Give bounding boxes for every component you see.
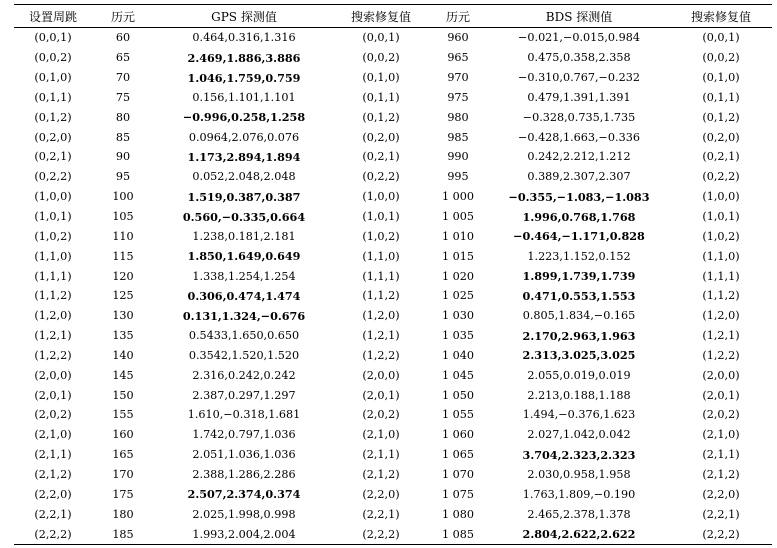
cell-bds-epoch: 1 045 [441,368,475,382]
cell-gps-fixed: (2,1,0) [362,428,400,442]
cell-bds-fixed: (2,1,1) [702,448,740,462]
cell-gps-epoch: 70 [115,71,131,85]
cell-gps-detected: −0.996,0.258,1.258 [182,110,306,125]
table-body [14,28,772,545]
table-row [14,68,772,88]
cell-gps-detected: 1.850,1.649,0.649 [187,249,301,264]
cell-gps-epoch: 150 [112,388,134,402]
cell-gps-detected: 1.742,0.797,1.036 [192,428,296,442]
cell-set-cycle-slip: (0,2,2) [34,170,72,184]
cell-bds-epoch: 980 [447,110,469,124]
cell-bds-epoch: 1 070 [441,467,475,481]
header-row [14,5,772,28]
cell-gps-epoch: 60 [115,31,131,45]
cell-gps-epoch: 75 [115,90,131,104]
cell-bds-detected: −0.355,−1.083,−1.083 [508,189,650,204]
cell-bds-fixed: (0,1,2) [702,110,740,124]
cell-gps-detected: 1.173,2.894,1.894 [187,149,301,164]
cell-gps-detected: 2.388,1.286,2.286 [192,467,296,481]
cell-gps-detected: 0.5433,1.650,0.650 [188,329,300,343]
cell-gps-epoch: 110 [112,229,134,243]
table-row [14,207,772,227]
cell-gps-epoch: 65 [115,51,131,65]
header-bds-detected: BDS 探测值 [545,9,613,24]
cell-bds-detected: 1.996,0.768,1.768 [522,209,636,224]
cell-bds-fixed: (1,2,1) [702,329,740,343]
cell-set-cycle-slip: (1,2,2) [34,348,72,362]
cell-gps-fixed: (2,1,1) [362,448,400,462]
cell-bds-epoch: 990 [447,150,469,164]
cell-set-cycle-slip: (0,1,0) [34,71,72,85]
table-row [14,187,772,207]
cell-bds-detected: 0.805,1.834,−0.165 [522,309,636,323]
cell-bds-detected: 1.899,1.739,1.739 [522,269,636,284]
cell-gps-fixed: (2,0,0) [362,368,400,382]
cell-gps-fixed: (1,1,1) [362,269,400,283]
cell-gps-detected: 1.338,1.254,1.254 [192,269,296,283]
table-row [14,147,772,167]
cell-gps-epoch: 155 [112,408,134,422]
table-row [14,226,772,246]
cell-bds-fixed: (1,2,2) [702,348,740,362]
cell-gps-detected: 1.519,0.387,0.387 [187,189,301,204]
cell-bds-epoch: 1 010 [441,229,475,243]
cell-bds-fixed: (1,1,2) [702,289,740,303]
cell-bds-detected: 2.055,0.019,0.019 [527,368,631,382]
cell-bds-fixed: (2,0,0) [702,368,740,382]
cell-bds-detected: 2.213,0.188,1.188 [527,388,631,402]
cell-set-cycle-slip: (0,0,1) [34,31,72,45]
cell-gps-epoch: 140 [112,348,134,362]
cell-gps-fixed: (2,2,0) [362,487,400,501]
cell-gps-fixed: (1,2,2) [362,348,400,362]
cell-bds-epoch: 1 085 [441,527,475,541]
cell-gps-fixed: (1,0,1) [362,210,400,224]
cell-bds-epoch: 1 020 [441,269,475,283]
table-row [14,286,772,306]
cell-bds-fixed: (1,0,1) [702,210,740,224]
cell-bds-fixed: (0,0,2) [702,51,740,65]
cell-bds-detected: −0.328,0.735,1.735 [522,110,636,124]
cell-set-cycle-slip: (2,0,0) [34,368,72,382]
cell-bds-detected: 2.313,3.025,3.025 [522,348,636,363]
cell-bds-epoch: 965 [447,51,469,65]
cell-gps-fixed: (2,0,1) [362,388,400,402]
cell-gps-fixed: (2,1,2) [362,467,400,481]
table-row [14,465,772,485]
cell-set-cycle-slip: (0,0,2) [34,51,72,65]
cell-set-cycle-slip: (1,2,0) [34,309,72,323]
cell-set-cycle-slip: (1,1,2) [34,289,72,303]
cell-gps-fixed: (0,0,1) [362,31,400,45]
cell-bds-fixed: (0,1,0) [702,71,740,85]
header-gps-epoch: 历元 [110,9,135,24]
cell-bds-fixed: (0,2,1) [702,150,740,164]
cell-set-cycle-slip: (2,0,2) [34,408,72,422]
table-row [14,127,772,147]
cell-gps-detected: 1.238,0.181,2.181 [192,229,296,243]
cell-gps-epoch: 175 [112,487,134,501]
cell-set-cycle-slip: (1,0,1) [34,210,72,224]
cell-bds-epoch: 1 055 [441,408,475,422]
cell-gps-detected: 0.3542,1.520,1.520 [188,348,300,362]
cell-set-cycle-slip: (1,0,0) [34,190,72,204]
cell-bds-fixed: (2,2,0) [702,487,740,501]
header-set-cycle-slip: 设置周跳 [28,9,77,24]
cell-bds-fixed: (0,2,0) [702,130,740,144]
cell-bds-fixed: (0,0,1) [702,31,740,45]
cell-bds-epoch: 1 030 [441,309,475,323]
table-row [14,484,772,504]
table-row [14,48,772,68]
cell-bds-epoch: 1 075 [441,487,475,501]
cell-gps-detected: 2.387,0.297,1.297 [192,388,296,402]
cell-gps-epoch: 80 [115,110,131,124]
cell-bds-epoch: 1 000 [441,190,475,204]
cell-set-cycle-slip: (1,0,2) [34,229,72,243]
cell-bds-fixed: (2,2,2) [702,527,740,541]
table-row [14,405,772,425]
cell-bds-detected: 2.030,0.958,1.958 [527,467,631,481]
cell-gps-epoch: 90 [115,150,131,164]
cell-gps-fixed: (1,1,0) [362,249,400,263]
cell-bds-epoch: 1 025 [441,289,475,303]
cell-set-cycle-slip: (2,1,1) [34,448,72,462]
cell-gps-detected: 0.052,2.048,2.048 [192,170,296,184]
cell-set-cycle-slip: (1,2,1) [34,329,72,343]
cell-set-cycle-slip: (2,2,0) [34,487,72,501]
cell-gps-epoch: 105 [112,210,134,224]
cell-gps-detected: 1.046,1.759,0.759 [187,70,301,85]
cell-bds-detected: −0.428,1.663,−0.336 [518,130,640,144]
cell-set-cycle-slip: (0,1,2) [34,110,72,124]
cell-gps-epoch: 100 [112,190,134,204]
cell-bds-detected: −0.464,−1.171,0.828 [513,229,645,244]
table-row [14,88,772,108]
cell-gps-epoch: 120 [112,269,134,283]
cell-set-cycle-slip: (0,2,1) [34,150,72,164]
cell-gps-epoch: 85 [115,130,131,144]
cell-gps-fixed: (2,0,2) [362,408,400,422]
table-row [14,385,772,405]
cell-set-cycle-slip: (2,2,2) [34,527,72,541]
cell-gps-fixed: (0,2,2) [362,170,400,184]
cell-gps-epoch: 170 [112,467,134,481]
cell-gps-fixed: (2,2,2) [362,527,400,541]
table-row [14,326,772,346]
cell-bds-epoch: 1 040 [441,348,475,362]
cell-gps-epoch: 115 [112,249,134,263]
cell-gps-fixed: (1,0,2) [362,229,400,243]
cell-bds-fixed: (2,0,2) [702,408,740,422]
cell-gps-detected: 0.560,−0.335,0.664 [182,209,306,224]
cell-gps-fixed: (0,1,2) [362,110,400,124]
cell-bds-detected: 0.479,1.391,1.391 [527,90,631,104]
cell-bds-fixed: (1,1,0) [702,249,740,263]
cell-bds-detected: 2.804,2.622,2.622 [522,527,636,542]
cell-bds-epoch: 970 [447,71,469,85]
header-gps-detected: GPS 探测值 [211,9,277,24]
table-row [14,524,772,544]
cell-gps-detected: 0.0964,2.076,0.076 [188,130,300,144]
cell-gps-detected: 2.025,1.998,0.998 [192,507,296,521]
cell-bds-detected: 1.223,1.152,0.152 [527,249,631,263]
cell-bds-fixed: (0,2,2) [702,170,740,184]
cell-bds-epoch: 1 005 [441,210,475,224]
cell-gps-detected: 0.131,1.324,−0.676 [182,308,306,323]
cell-set-cycle-slip: (1,1,1) [34,269,72,283]
cell-bds-epoch: 975 [447,90,469,104]
table-row [14,504,772,524]
cell-gps-fixed: (0,2,1) [362,150,400,164]
cell-bds-detected: 1.494,−0.376,1.623 [522,408,636,422]
header-bds-fixed: 搜索修复值 [690,9,751,24]
cell-gps-fixed: (0,1,0) [362,71,400,85]
cell-bds-epoch: 995 [447,170,469,184]
cell-set-cycle-slip: (2,2,1) [34,507,72,521]
cell-bds-epoch: 960 [447,31,469,45]
table-row [14,365,772,385]
cell-bds-epoch: 1 050 [441,388,475,402]
cell-bds-detected: 3.704,2.323,2.323 [522,447,636,462]
cell-bds-detected: 1.763,1.809,−0.190 [522,487,636,501]
header-bds-epoch: 历元 [445,9,470,24]
cell-set-cycle-slip: (1,1,0) [34,249,72,263]
cell-gps-fixed: (1,0,0) [362,190,400,204]
cell-bds-fixed: (1,0,0) [702,190,740,204]
cell-gps-fixed: (1,1,2) [362,289,400,303]
cell-set-cycle-slip: (0,2,0) [34,130,72,144]
cycle-slip-table-container [14,4,772,545]
cell-gps-detected: 2.469,1.886,3.886 [187,50,301,65]
cell-gps-detected: 0.306,0.474,1.474 [187,288,301,303]
cell-gps-fixed: (0,1,1) [362,90,400,104]
cell-gps-epoch: 145 [112,368,134,382]
cell-bds-detected: 0.242,2.212,1.212 [527,150,631,164]
cycle-slip-table [14,4,772,545]
cell-gps-fixed: (2,2,1) [362,507,400,521]
cell-gps-detected: 0.464,0.316,1.316 [192,31,296,45]
table-row [14,266,772,286]
cell-bds-epoch: 1 015 [441,249,475,263]
table-row [14,246,772,266]
cell-bds-fixed: (2,0,1) [702,388,740,402]
cell-gps-detected: 2.051,1.036,1.036 [192,448,296,462]
cell-bds-detected: 0.475,0.358,2.358 [527,51,631,65]
cell-gps-fixed: (1,2,0) [362,309,400,323]
table-row [14,107,772,127]
table-row [14,28,772,48]
cell-gps-fixed: (0,0,2) [362,51,400,65]
table-row [14,445,772,465]
cell-gps-fixed: (0,2,0) [362,130,400,144]
table-row [14,167,772,187]
table-header [14,5,772,28]
cell-set-cycle-slip: (0,1,1) [34,90,72,104]
cell-bds-detected: −0.310,0.767,−0.232 [518,71,640,85]
table-row [14,306,772,326]
cell-gps-detected: 1.610,−0.318,1.681 [187,408,301,422]
cell-gps-epoch: 160 [112,428,134,442]
cell-gps-epoch: 185 [112,527,134,541]
cell-gps-detected: 1.993,2.004,2.004 [192,527,296,541]
cell-set-cycle-slip: (2,1,2) [34,467,72,481]
header-gps-fixed: 搜索修复值 [350,9,411,24]
cell-gps-epoch: 165 [112,448,134,462]
cell-bds-fixed: (0,1,1) [702,90,740,104]
cell-gps-detected: 2.316,0.242,0.242 [192,368,296,382]
cell-bds-detected: −0.021,−0.015,0.984 [518,31,640,45]
cell-bds-fixed: (2,1,2) [702,467,740,481]
cell-gps-epoch: 125 [112,289,134,303]
cell-bds-fixed: (1,1,1) [702,269,740,283]
cell-bds-detected: 0.471,0.553,1.553 [522,288,636,303]
cell-bds-epoch: 1 065 [441,448,475,462]
cell-bds-detected: 2.170,2.963,1.963 [522,328,636,343]
cell-bds-detected: 2.465,2.378,1.378 [527,507,631,521]
cell-bds-detected: 0.389,2.307,2.307 [527,170,631,184]
cell-gps-epoch: 180 [112,507,134,521]
cell-bds-fixed: (1,0,2) [702,229,740,243]
cell-bds-epoch: 1 035 [441,329,475,343]
table-row [14,346,772,366]
cell-bds-fixed: (1,2,0) [702,309,740,323]
cell-gps-detected: 0.156,1.101,1.101 [192,90,296,104]
cell-gps-epoch: 135 [112,329,134,343]
cell-gps-epoch: 130 [112,309,134,323]
cell-gps-epoch: 95 [115,170,131,184]
cell-set-cycle-slip: (2,0,1) [34,388,72,402]
cell-bds-detected: 2.027,1.042,0.042 [527,428,631,442]
cell-bds-fixed: (2,1,0) [702,428,740,442]
table-row [14,425,772,445]
cell-set-cycle-slip: (2,1,0) [34,428,72,442]
cell-bds-epoch: 1 080 [441,507,475,521]
cell-bds-epoch: 1 060 [441,428,475,442]
cell-bds-epoch: 985 [447,130,469,144]
cell-gps-fixed: (1,2,1) [362,329,400,343]
cell-bds-fixed: (2,2,1) [702,507,740,521]
cell-gps-detected: 2.507,2.374,0.374 [187,487,301,502]
